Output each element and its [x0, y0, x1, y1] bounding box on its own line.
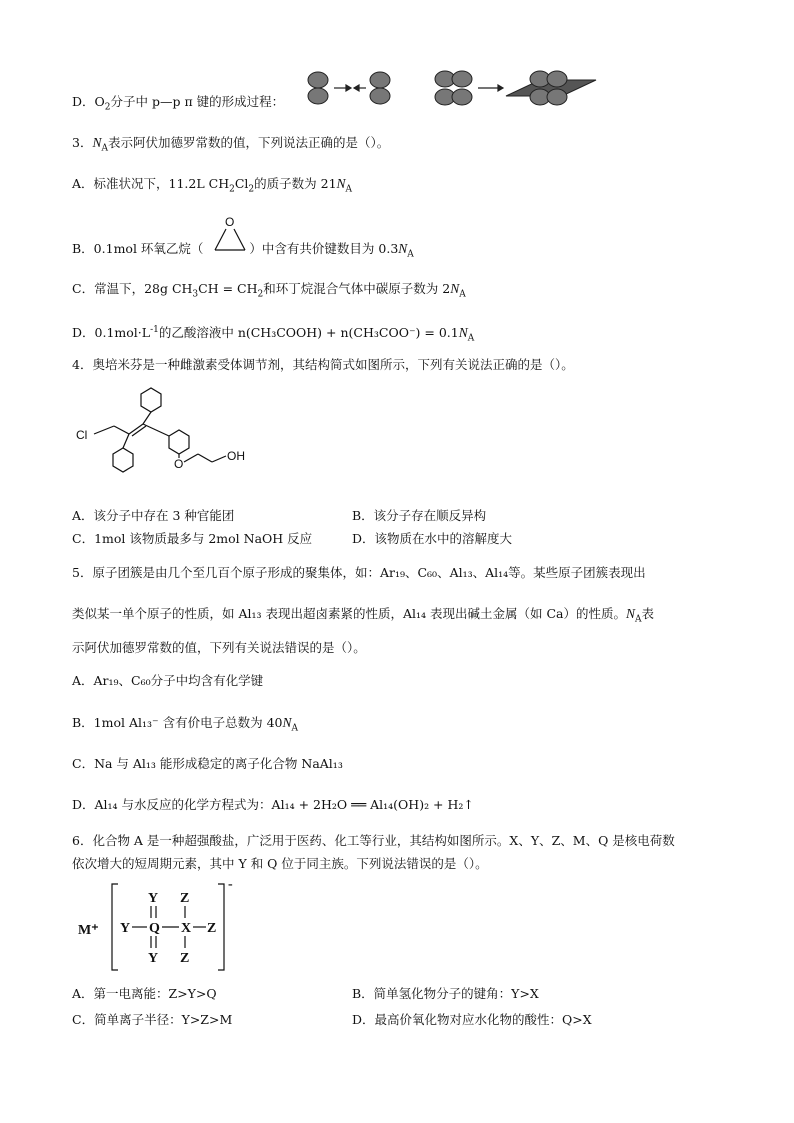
q3-option-a: A．标准状况下，11.2L $CH_2Cl_2$的质子数为 $21N_A$: [72, 176, 353, 195]
q6-option-b: B．简单氢化物分子的键角：Y>X: [352, 986, 539, 1001]
na-symbol: N: [450, 281, 460, 296]
q5-stem-line-3: 示阿伏加德罗常数的值，下列有关说法错误的是（）。: [72, 640, 366, 655]
oxygen-label: O: [174, 457, 184, 471]
q3-option-c: C．常温下，28g $CH_3CH = CH_2$和环丁烷混合气体中碳原子数为 $2N_A$: [72, 281, 466, 300]
na-subscript: A: [407, 249, 414, 260]
q3-stem-text: 表示阿伏加德罗常数的值，下列说法正确的是（）。: [107, 135, 390, 150]
y-top-label: Y: [148, 891, 159, 906]
na-subscript: A: [635, 614, 642, 625]
na-subscript: A: [291, 723, 299, 734]
na-symbol: N: [336, 176, 346, 191]
na-symbol: N: [458, 325, 468, 341]
anion-charge: -: [228, 877, 233, 892]
q5-stem-line-1: 5．原子团簇是由几个至几百个原子形成的聚集体，如：Ar₁₉、C₆₀、Al₁₃、Al₁₄等。某些原子团簇表现出: [72, 565, 646, 580]
q6-option-d: D．最高价氧化物对应水化物的酸性：Q>X: [352, 1012, 592, 1027]
z-bottom-label: Z: [180, 951, 190, 966]
q3-stem: [72, 134, 389, 158]
q6-stem-line-1: 6．化合物 A 是一种超强酸盐，广泛用于医药、化工等行业，其结构如图所示。X、Y、Z、M、Q 是核电荷数: [72, 833, 675, 848]
q5-option-d: D．Al₁₄ 与水反应的化学方程式为：Al₁₄ + 2H₂O ══ Al₁₄(OH)₂ + H₂↑: [72, 797, 474, 812]
q5-stem-line-2-tail: 表: [641, 606, 655, 621]
q5-option-a: A．Ar₁₉、C₆₀分子中均含有化学键: [72, 673, 264, 688]
x-center-label: X: [181, 921, 192, 936]
q6-option-c: C．简单离子半径：Y>Z>M: [72, 1012, 233, 1027]
epoxide-structure: [211, 213, 251, 253]
q3-option-d: D．$0.1mol\cdot L^{-1}$的乙酸溶液中 n(CH₃COOH) + $n(CH_3COO^-) = 0.1N_A$: [72, 325, 475, 344]
na-subscript: A: [345, 184, 353, 195]
q6-stem-line-2: 依次增大的短周期元素，其中 Y 和 Q 位于同主族。下列说法错误的是（）。: [72, 856, 488, 871]
hydroxyl-label: OH: [227, 449, 245, 463]
q5-option-b-text: B．1mol Al₁₃⁻ 含有价电子总数为 40: [72, 715, 283, 730]
q4-option-c: C．1mol 该物质最多与 2mol NaOH 反应: [72, 531, 313, 546]
q2-option-d-prefix: D．O: [72, 94, 105, 109]
q5-stem-line-2-text: 类似某一单个原子的性质，如 Al₁₃ 表现出超卤素紧的性质，Al₁₄ 表现出碱土金属（如 Ca）的性质。: [72, 606, 627, 621]
na-symbol: N: [398, 241, 408, 256]
q3-option-c-tail: 和环丁烷混合气体中碳原子数为 2: [263, 281, 451, 296]
compound-a-structure: [76, 878, 256, 978]
q6-option-a: A．第一电离能：Z>Y>Q: [72, 986, 217, 1001]
q3-option-d-tail: 的乙酸溶液中 n(CH₃COOH) + n(CH₃COO⁻) = 0.1: [158, 325, 459, 341]
na-subscript: A: [459, 289, 466, 300]
q3-option-b-tail: ）中含有共价键数目为 0.3: [249, 241, 399, 256]
chlorine-label: Cl: [76, 428, 88, 442]
z-right-label: Z: [207, 921, 217, 936]
q5-option-b: [72, 714, 298, 738]
q3-option-a-tail: 的质子数为 21: [254, 176, 337, 191]
q5-stem-line-2: [72, 605, 654, 629]
q2-option-d-text: 分子中 p—p π 键的形成过程：: [110, 94, 285, 109]
q-center-label: Q: [149, 921, 160, 936]
q3-option-a-text: A．标准状况下，11.2L CH: [72, 176, 230, 191]
q3-number: 3．: [72, 135, 93, 150]
na-symbol: N: [626, 606, 636, 621]
na-symbol: N: [92, 135, 102, 150]
q4-stem: 4．奥培米芬是一种雌激素受体调节剂，其结构简式如图所示，下列有关说法正确的是（）。: [72, 357, 574, 372]
q4-option-d: D．该物质在水中的溶解度大: [352, 531, 513, 546]
na-symbol: N: [282, 715, 292, 730]
q3-option-c-text: C．常温下，28g CH: [72, 281, 193, 296]
q3-option-b-text: B．0.1mol 环氧乙烷（: [72, 241, 204, 256]
svg-text:O: O: [225, 215, 235, 229]
ospemifene-structure: [74, 386, 274, 496]
y-bottom-label: Y: [148, 951, 159, 966]
na-subscript: A: [101, 143, 108, 154]
q2-option-d: D．$O_2$分子中 p—p π 键的形成过程：: [72, 94, 285, 113]
y-left-label: Y: [120, 921, 131, 936]
q3-option-c-formula: CH = CH: [198, 281, 258, 296]
na-subscript: A: [467, 333, 475, 344]
cation-label: M⁺: [78, 923, 99, 938]
q4-option-a: A．该分子中存在 3 种官能团: [72, 508, 235, 523]
p-orbital-overlap-diagram: [300, 68, 600, 108]
q5-option-c: C．Na 与 Al₁₃ 能形成稳定的离子化合物 NaAl₁₃: [72, 756, 343, 771]
q4-option-b: B．该分子存在顺反异构: [352, 508, 487, 523]
q3-option-d-text: D．0.1mol·L: [72, 325, 151, 341]
z-top-label: Z: [180, 891, 190, 906]
